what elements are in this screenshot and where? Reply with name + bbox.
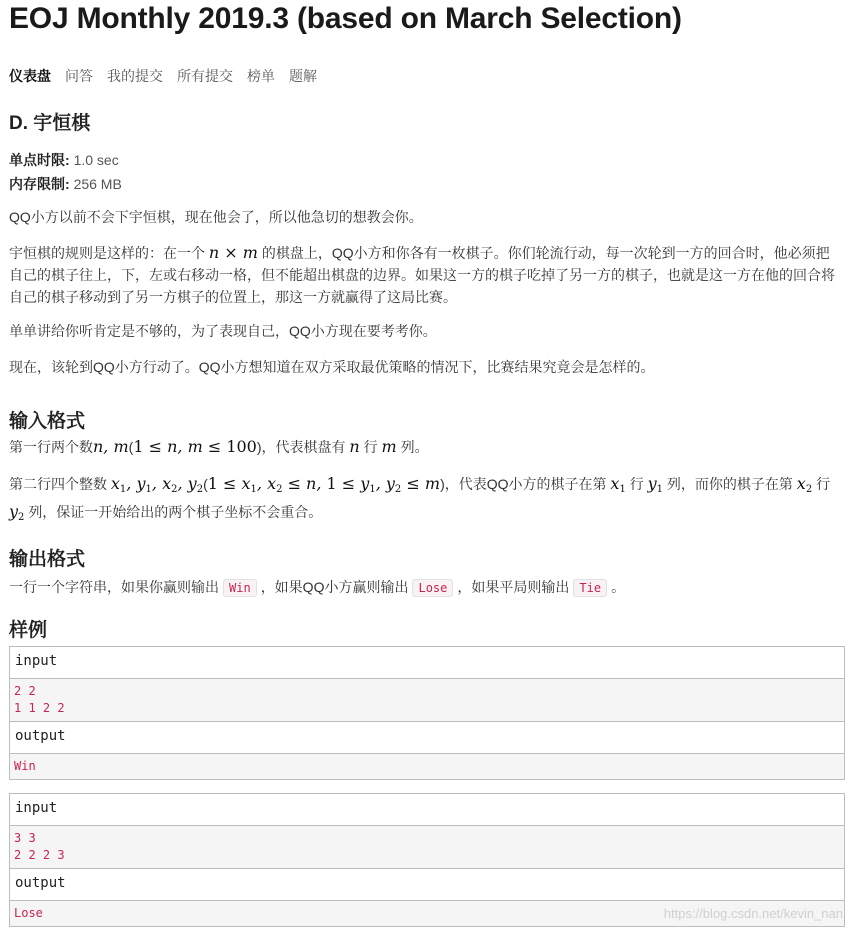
input-text: 列，保证一开始给出的两个棋子坐标不会重合。 <box>28 504 323 520</box>
contest-title: EOJ Monthly 2019.3 (based on March Selection) <box>9 2 682 35</box>
math-coords: $x_1$, $y_1$, $x_2$, $y_2$ <box>110 474 204 495</box>
inline-code-lose: Lose <box>412 579 453 597</box>
math-board-size: n × m <box>208 243 258 262</box>
samples-heading: 样例 <box>9 620 48 641</box>
input-format-line1: 第一行两个数n, m(1 ≤ n, m ≤ 100)，代表棋盘有 n 行 m 列。 <box>9 437 429 456</box>
sample-input-data[interactable]: 2 2 1 1 2 2 <box>10 678 844 722</box>
time-limit-label: 单点时限: <box>9 152 70 168</box>
math-x2: $x_2$ <box>796 474 813 495</box>
memory-limit-value: 256 MB <box>73 176 122 192</box>
output-text: 一行一个字符串，如果你赢则输出 <box>9 579 219 595</box>
math-constraint: 1 ≤ n, m ≤ 100 <box>133 437 257 456</box>
math-n-m: n, m <box>93 437 129 456</box>
input-text: ，代表棋盘有 <box>261 439 346 455</box>
math-x1: $x_1$ <box>610 474 626 495</box>
math-y2: $y_2$ <box>9 502 25 523</box>
sample-block-1 <box>9 646 845 780</box>
sample-input-data[interactable]: 3 3 2 2 2 3 <box>10 825 844 869</box>
output-text: ，如果QQ小方赢则输出 <box>260 579 409 595</box>
contest-nav <box>9 66 317 86</box>
problem-title: D. 宇恒棋 <box>9 113 91 134</box>
nav-my-submissions[interactable]: 我的提交 <box>107 68 163 84</box>
inline-code-tie: Tie <box>573 579 607 597</box>
sample-input-label: input <box>10 647 844 678</box>
input-text: 列。 <box>400 439 429 455</box>
statement-paragraph: 单单讲给你听肯定是不够的，为了表现自己，QQ小方现在要考考你。 <box>9 323 437 339</box>
sample-output-data[interactable]: Win <box>10 753 844 779</box>
nav-all-submissions[interactable]: 所有提交 <box>177 68 233 84</box>
rules-text-b: 的棋盘上，QQ小方和你各有一枚棋子。你们轮流行动，每一次轮到一方的回合时，他必须把自己的棋子往上，下，左或右移动一格，但不能超出棋盘的边界。如果这一方的棋子吃掉了另一方的棋子，也就是这一方在他的回合将自己的棋子移动到了另一方棋子的位置上，那这一方就赢得了这局比赛。 <box>9 245 835 305</box>
memory-limit-label: 内存限制: <box>9 176 70 192</box>
nav-standings[interactable]: 榜单 <box>247 68 275 84</box>
sample-output-label: output <box>10 722 844 753</box>
output-text: 。 <box>611 579 626 595</box>
inline-code-win: Win <box>223 579 257 597</box>
sample-output-data[interactable]: Lose <box>10 900 844 926</box>
input-text: ，代表QQ小方的棋子在第 <box>444 476 607 492</box>
math-y1: $y_1$ <box>647 474 664 495</box>
input-format-line2: 第二行四个整数 $x_1$, $y_1$, $x_2$, $y_2(1 \le x_1$, $x_2 \le n$, $1 \le y_1$, $y_2 \le m$)，代表QQ小方的棋子在第 $x_1$ 行 $y_1$ 列，而你的棋子在第 $x_2$ 行 $y_2$ 列，保证一开始给出的两个棋子坐标不会重合。 <box>9 474 831 523</box>
math-coord-constraint: $1 \le x_1$, $x_2 \le n$, $1 \le y_1$, $y_2 \le m$ <box>207 474 441 495</box>
nav-clarifications[interactable]: 问答 <box>65 68 93 84</box>
sample-input-label: input <box>10 794 844 825</box>
problem-limits <box>9 148 122 196</box>
output-format-heading: 输出格式 <box>9 549 86 570</box>
input-text: 第二行四个整数 <box>9 476 107 492</box>
statement-rules <box>9 242 843 308</box>
watermark: https://blog.csdn.net/kevin_nan <box>663 906 843 921</box>
sample-output-label: output <box>10 869 844 900</box>
input-format-heading: 输入格式 <box>9 411 86 432</box>
input-text: 列，而你的棋子在第 <box>666 476 793 492</box>
nav-editorial[interactable]: 题解 <box>289 68 317 84</box>
time-limit-value: 1.0 sec <box>73 152 119 168</box>
statement-paragraph: 现在，该轮到QQ小方行动了。QQ小方想知道在双方采取最优策略的情况下，比赛结果究竟会是怎样的。 <box>9 359 655 375</box>
output-text: ，如果平局则输出 <box>457 579 570 595</box>
input-text: 行 <box>363 439 378 455</box>
statement-paragraph: QQ小方以前不会下宇恒棋，现在他会了，所以他急切的想教会你。 <box>9 209 423 225</box>
math-n: n <box>349 437 360 456</box>
math-m: m <box>381 437 397 456</box>
rules-text-a: 宇恒棋的规则是这样的：在一个 <box>9 245 205 261</box>
nav-dashboard[interactable]: 仪表盘 <box>9 68 51 84</box>
input-text: 行 <box>629 476 644 492</box>
output-format-line <box>9 576 843 599</box>
input-text: 行 <box>816 476 831 492</box>
input-text: 第一行两个数 <box>9 439 93 455</box>
